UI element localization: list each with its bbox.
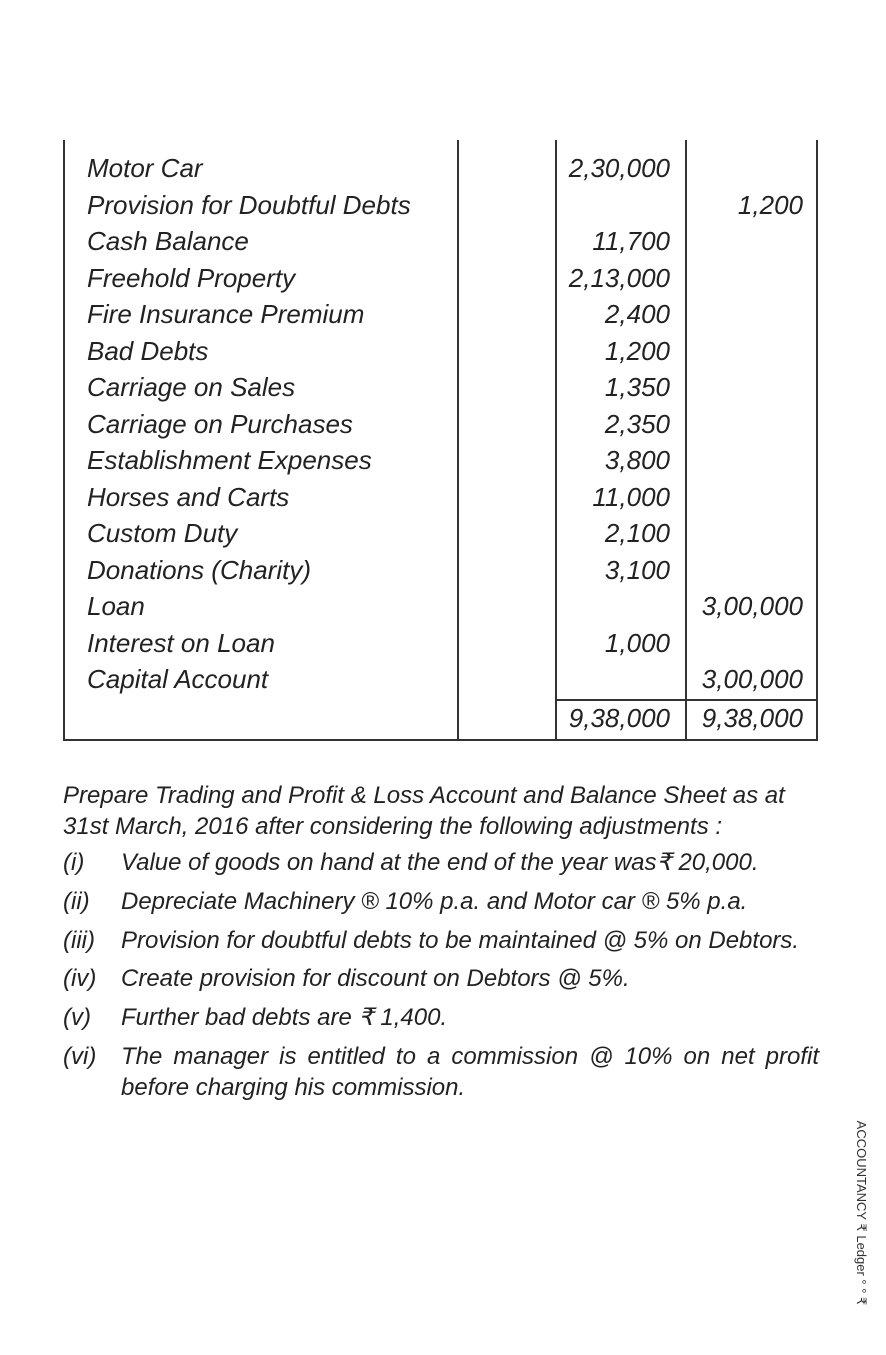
trial-balance-table <box>63 140 818 741</box>
debit-cell: 2,13,000 <box>568 262 670 293</box>
adjustment-number: (iv) <box>63 965 97 992</box>
particulars-cell: Establishment Expenses <box>87 445 372 475</box>
adjustment-number: (iii) <box>63 927 95 954</box>
table-row <box>65 661 816 698</box>
margin-stamp <box>846 1120 876 1305</box>
total-row <box>65 699 816 739</box>
table-row <box>65 150 816 187</box>
particulars-cell: Horses and Carts <box>87 481 290 512</box>
table-row <box>65 442 816 479</box>
particulars-cell: Capital Account <box>87 664 269 694</box>
adjustment-text: Further bad debts are ₹ 1,400. <box>121 1004 448 1031</box>
adjustment-text: Create provision for discount on Debtors @ 5%. <box>121 965 630 992</box>
adjustment-text: Value of goods on hand at the end of the year was₹ 20,000. <box>121 849 759 876</box>
total-debit: 9,38,000 <box>568 703 670 733</box>
particulars-cell: Fire Insurance Premium <box>87 299 365 329</box>
credit-cell: 3,00,000 <box>701 591 803 621</box>
question-instruction: Prepare Trading and Profit & Loss Account and Balance Sheet as at 31st March, 2016 after considering the following adjustments : <box>63 782 785 840</box>
particulars-cell: Motor Car <box>87 153 203 183</box>
adjustment-number: (vi) <box>63 1043 97 1070</box>
table-row <box>65 369 816 406</box>
total-credit: 9,38,000 <box>701 703 803 733</box>
particulars-cell: Freehold Property <box>87 262 296 293</box>
adjustment-text: The manager is entitled to a commission @ 10% on net profit before charging his commission. <box>121 1043 819 1101</box>
particulars-cell: Interest on Loan <box>87 627 275 658</box>
debit-cell: 1,000 <box>604 627 670 658</box>
table-row <box>65 260 816 297</box>
margin-stamp-text: ACCOUNTANCY ₹ Ledger ° ° ₹ <box>854 1120 869 1305</box>
credit-cell: 3,00,000 <box>701 664 803 694</box>
debit-cell: 1,350 <box>604 372 670 402</box>
particulars-cell: Cash Balance <box>87 226 249 256</box>
table-row <box>65 625 816 662</box>
debit-cell: 11,700 <box>592 226 670 256</box>
adjustment-number: (ii) <box>63 888 90 915</box>
table-row <box>65 406 816 443</box>
table-row <box>65 296 816 333</box>
particulars-cell: Carriage on Purchases <box>87 408 353 439</box>
particulars-cell: Bad Debts <box>87 335 209 366</box>
debit-cell: 3,100 <box>604 554 670 585</box>
debit-cell: 2,30,000 <box>568 153 670 183</box>
particulars-cell: Custom Duty <box>87 518 238 548</box>
table-row <box>65 333 816 370</box>
debit-cell: 2,100 <box>604 518 670 548</box>
table-row <box>65 552 816 589</box>
adjustment-number: (i) <box>63 849 85 876</box>
debit-cell: 2,400 <box>604 299 670 329</box>
table-row <box>65 223 816 260</box>
table-row <box>65 479 816 516</box>
table-row <box>65 515 816 552</box>
debit-cell: 11,000 <box>592 481 670 512</box>
particulars-cell: Provision for Doubtful Debts <box>87 189 411 220</box>
particulars-cell: Carriage on Sales <box>87 372 296 402</box>
table-row <box>65 187 816 224</box>
adjustment-text: Depreciate Machinery ® 10% p.a. and Motor car ® 5% p.a. <box>121 888 748 915</box>
debit-cell: 1,200 <box>604 335 670 366</box>
adjustment-text: Provision for doubtful debts to be maintained @ 5% on Debtors. <box>121 927 800 954</box>
credit-cell: 1,200 <box>737 189 803 220</box>
debit-cell: 3,800 <box>604 445 670 475</box>
debit-cell: 2,350 <box>604 408 670 439</box>
adjustment-number: (v) <box>63 1004 91 1031</box>
table-row <box>65 588 816 625</box>
particulars-cell: Loan <box>87 591 145 621</box>
particulars-cell: Donations (Charity) <box>87 554 311 585</box>
